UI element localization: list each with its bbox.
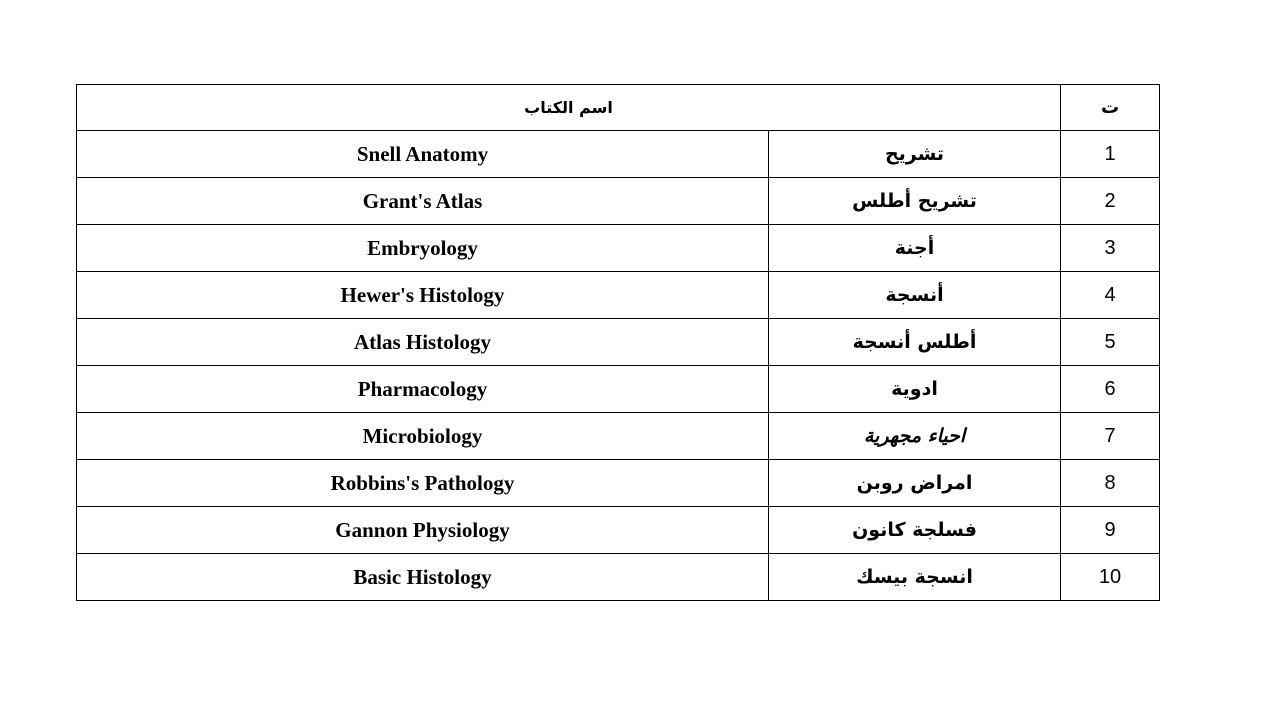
row-number-cell: 5 [1061, 319, 1160, 366]
table-row [77, 225, 1160, 272]
english-title-cell: Atlas Histology [77, 319, 769, 366]
arabic-title-cell: أجنة [769, 225, 1061, 272]
row-number-cell: 4 [1061, 272, 1160, 319]
book-name-header: اسم الكتاب [77, 85, 1061, 131]
arabic-title-cell: احياء مجهرية [769, 413, 1061, 460]
english-title-cell: Embryology [77, 225, 769, 272]
row-number-cell: 6 [1061, 366, 1160, 413]
arabic-title-cell: أنسجة [769, 272, 1061, 319]
arabic-title-cell: انسجة بيسك [769, 554, 1061, 601]
table-header-row [77, 85, 1160, 131]
row-number-cell: 3 [1061, 225, 1160, 272]
table-row [77, 413, 1160, 460]
english-title-cell: Hewer's Histology [77, 272, 769, 319]
row-number-cell: 9 [1061, 507, 1160, 554]
table-row [77, 272, 1160, 319]
row-number-cell: 10 [1061, 554, 1160, 601]
number-header: ت [1061, 85, 1160, 131]
english-title-cell: Gannon Physiology [77, 507, 769, 554]
english-title-cell: Robbins's Pathology [77, 460, 769, 507]
table-row [77, 178, 1160, 225]
arabic-title-cell: فسلجة كانون [769, 507, 1061, 554]
arabic-title-cell: امراض روبن [769, 460, 1061, 507]
english-title-cell: Snell Anatomy [77, 131, 769, 178]
row-number-cell: 7 [1061, 413, 1160, 460]
english-title-cell: Pharmacology [77, 366, 769, 413]
arabic-title-cell: تشريح أطلس [769, 178, 1061, 225]
table-row [77, 507, 1160, 554]
arabic-title-cell: أطلس أنسجة [769, 319, 1061, 366]
arabic-title-cell: تشريح [769, 131, 1061, 178]
english-title-cell: Microbiology [77, 413, 769, 460]
table-row [77, 131, 1160, 178]
table-row [77, 319, 1160, 366]
row-number-cell: 1 [1061, 131, 1160, 178]
table-row [77, 366, 1160, 413]
table-row [77, 460, 1160, 507]
english-title-cell: Grant's Atlas [77, 178, 769, 225]
table-row [77, 554, 1160, 601]
books-table [76, 84, 1160, 601]
row-number-cell: 2 [1061, 178, 1160, 225]
english-title-cell: Basic Histology [77, 554, 769, 601]
row-number-cell: 8 [1061, 460, 1160, 507]
arabic-title-cell: ادوية [769, 366, 1061, 413]
